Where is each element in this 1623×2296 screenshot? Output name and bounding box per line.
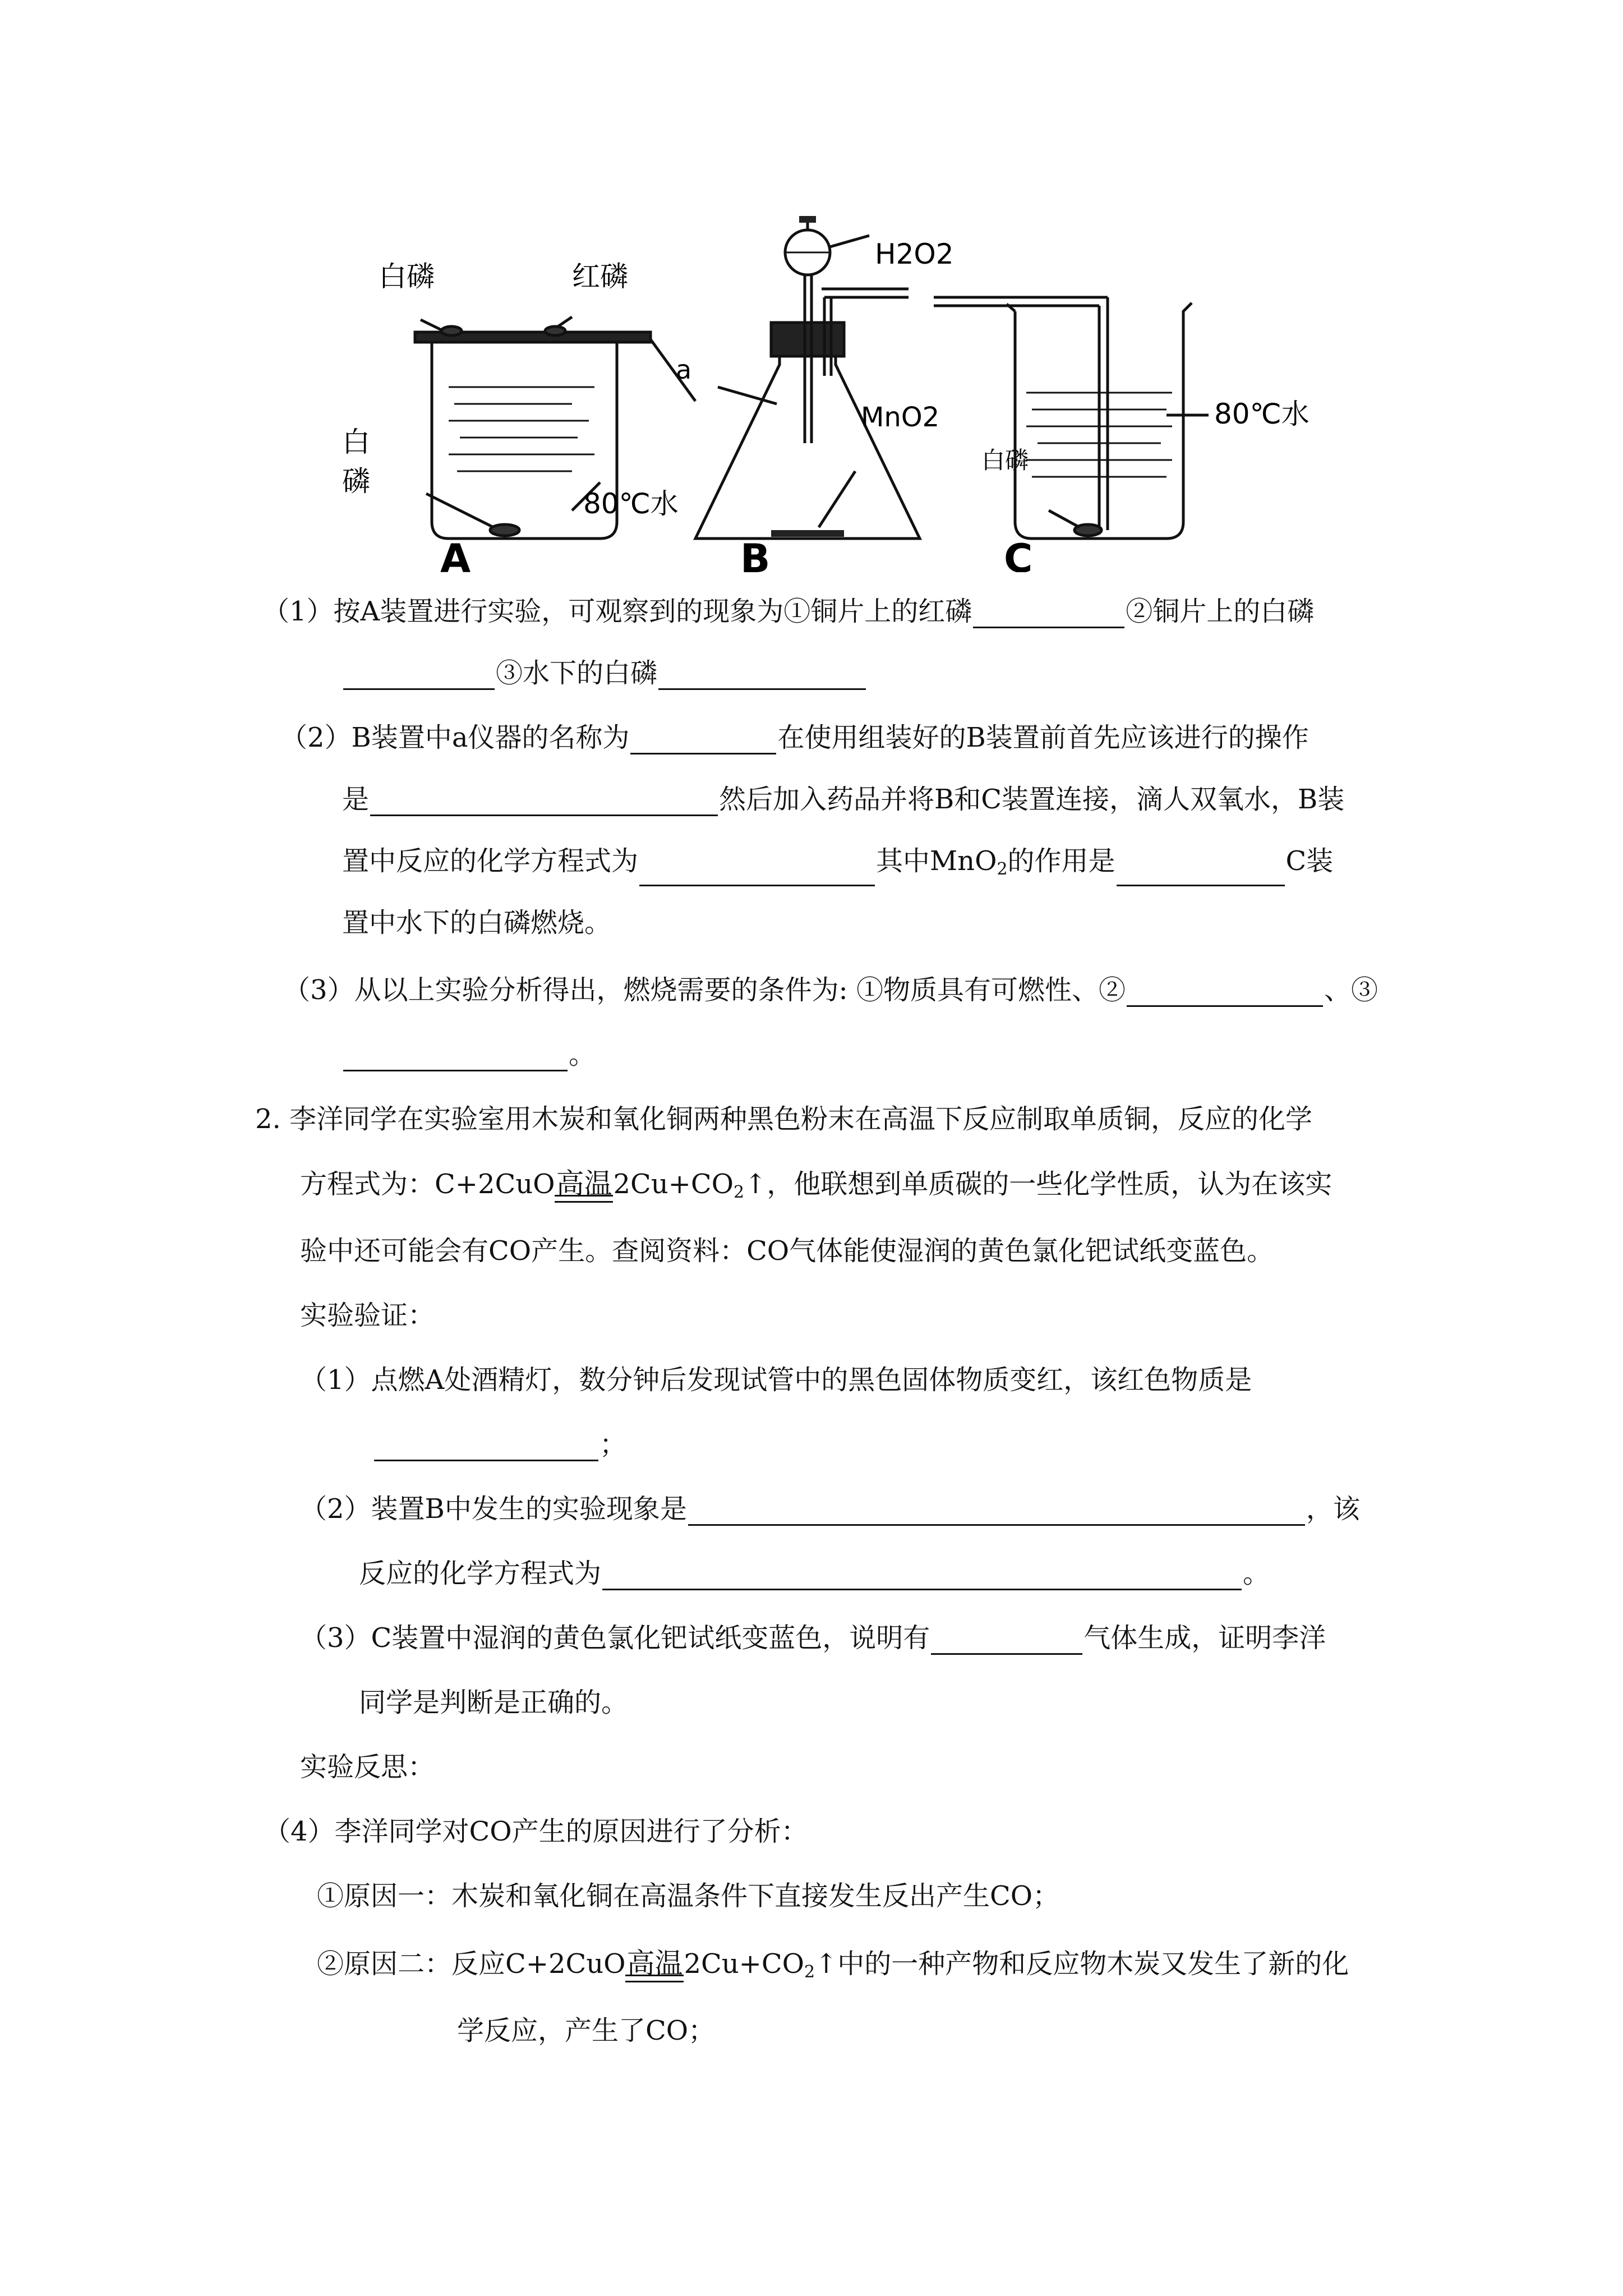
- apparatus-figure: [336, 208, 1318, 572]
- q2-line1: 2. 李洋同学在实验室用木炭和氧化铜两种黑色粉末在高温下反应制取单质铜，反应的化学: [255, 1103, 1313, 1135]
- q1-part2-line2: 是 然后加入药品并将B和C装置连接，滴人双氧水，B装: [342, 784, 1345, 815]
- label-a-underwater-2: 磷: [342, 465, 370, 498]
- label-a-white-phosphorus: 白磷: [379, 260, 435, 293]
- answer-blank[interactable]: [343, 1041, 568, 1071]
- label-b-h2o2: H2O2: [875, 238, 954, 270]
- q1-part1-line2: ③水下的白磷: [342, 656, 867, 690]
- apparatus-diagram: [336, 208, 1318, 572]
- answer-blank[interactable]: [1127, 976, 1323, 1007]
- label-a-water: 80℃水: [583, 487, 679, 520]
- high-temp-condition: 高温: [556, 1167, 612, 1200]
- q2-part2-line1: （2）装置B中发生的实验现象是 ，该: [300, 1493, 1360, 1525]
- answer-blank[interactable]: [1117, 855, 1285, 886]
- q1-part1-line1: （1）按A装置进行实验，可观察到的现象为①铜片上的红磷 ②铜片上的白磷: [262, 596, 1315, 627]
- q2-part4-line1: （4）李洋同学对CO产生的原因进行了分析：: [264, 1816, 808, 1847]
- label-b-mno2: MnO2: [861, 402, 940, 433]
- answer-blank[interactable]: [658, 659, 866, 690]
- label-a-red-phosphorus: 红磷: [572, 260, 628, 293]
- q2-part4-reason2-cont: 学反应，产生了CO；: [457, 2015, 716, 2046]
- answer-blank[interactable]: [370, 785, 718, 816]
- q2-verify-heading: 实验验证：: [300, 1300, 435, 1331]
- answer-blank[interactable]: [639, 855, 875, 886]
- q2-part4-reason1: ①原因一：木炭和氧化铜在高温条件下直接发生反出产生CO；: [317, 1880, 1060, 1912]
- answer-blank[interactable]: [973, 597, 1124, 628]
- q2-part4-reason2: ②原因二：反应C+2CuO高温$2Cu+CO_2↑$中的一种产物和反应物木炭又发生了新的化: [317, 1947, 1349, 1982]
- label-c-water: 80℃水: [1214, 398, 1310, 430]
- label-letter-b: B: [740, 536, 771, 572]
- answer-blank[interactable]: [630, 724, 776, 754]
- answer-blank[interactable]: [688, 1495, 1305, 1526]
- answer-blank[interactable]: [602, 1559, 1242, 1590]
- q2-part2-line2: 反应的化学方程式为 。: [359, 1558, 1270, 1589]
- label-a-underwater-1: 白: [342, 426, 370, 458]
- answer-blank[interactable]: [931, 1624, 1082, 1655]
- q1-part3-line1: （3）从以上实验分析得出，燃烧需要的条件为: ①物质具有可燃性、② 、③: [283, 974, 1378, 1006]
- q1-part2-line4: 置中水下的白磷燃烧。: [342, 907, 612, 938]
- q2-line3: 验中还可能会有CO产生。查阅资料：CO气体能使湿润的黄色氯化钯试纸变蓝色。: [300, 1235, 1274, 1267]
- q1-part2-line1: （2）B装置中a仪器的名称为 在使用组装好的B装置前首先应该进行的操作: [280, 722, 1309, 753]
- q1-part2-line3: 置中反应的化学方程式为 其中MnO$_2$的作用是 C装: [342, 844, 1333, 886]
- q2-part1-line1: （1）点燃A处酒精灯，数分钟后发现试管中的黑色固体物质变红，该红色物质是: [300, 1364, 1252, 1396]
- high-temp-condition: 高温: [626, 1947, 683, 1980]
- label-letter-c: C: [1004, 536, 1033, 572]
- q1-part3-line2: 。: [342, 1038, 596, 1071]
- q2-reflect-heading: 实验反思：: [300, 1751, 435, 1783]
- q2-part3-line1: （3）C装置中湿润的黄色氯化钯试纸变蓝色，说明有 气体生成，证明李洋: [300, 1622, 1326, 1654]
- q2-part3-line2: 同学是判断是正确的。: [359, 1687, 629, 1718]
- answer-blank[interactable]: [374, 1430, 598, 1461]
- label-b-a: a: [676, 355, 692, 385]
- q2-line2: 方程式为：C+2CuO高温$2Cu+CO_2↑$，他联想到单质碳的一些化学性质，认为在该实: [300, 1167, 1332, 1202]
- q2-part1-line2: ；: [373, 1428, 626, 1461]
- label-letter-a: A: [440, 536, 471, 572]
- label-c-white-phosphorus: 白磷: [981, 447, 1029, 474]
- beaker-c: [1015, 303, 1192, 539]
- answer-blank[interactable]: [343, 659, 495, 690]
